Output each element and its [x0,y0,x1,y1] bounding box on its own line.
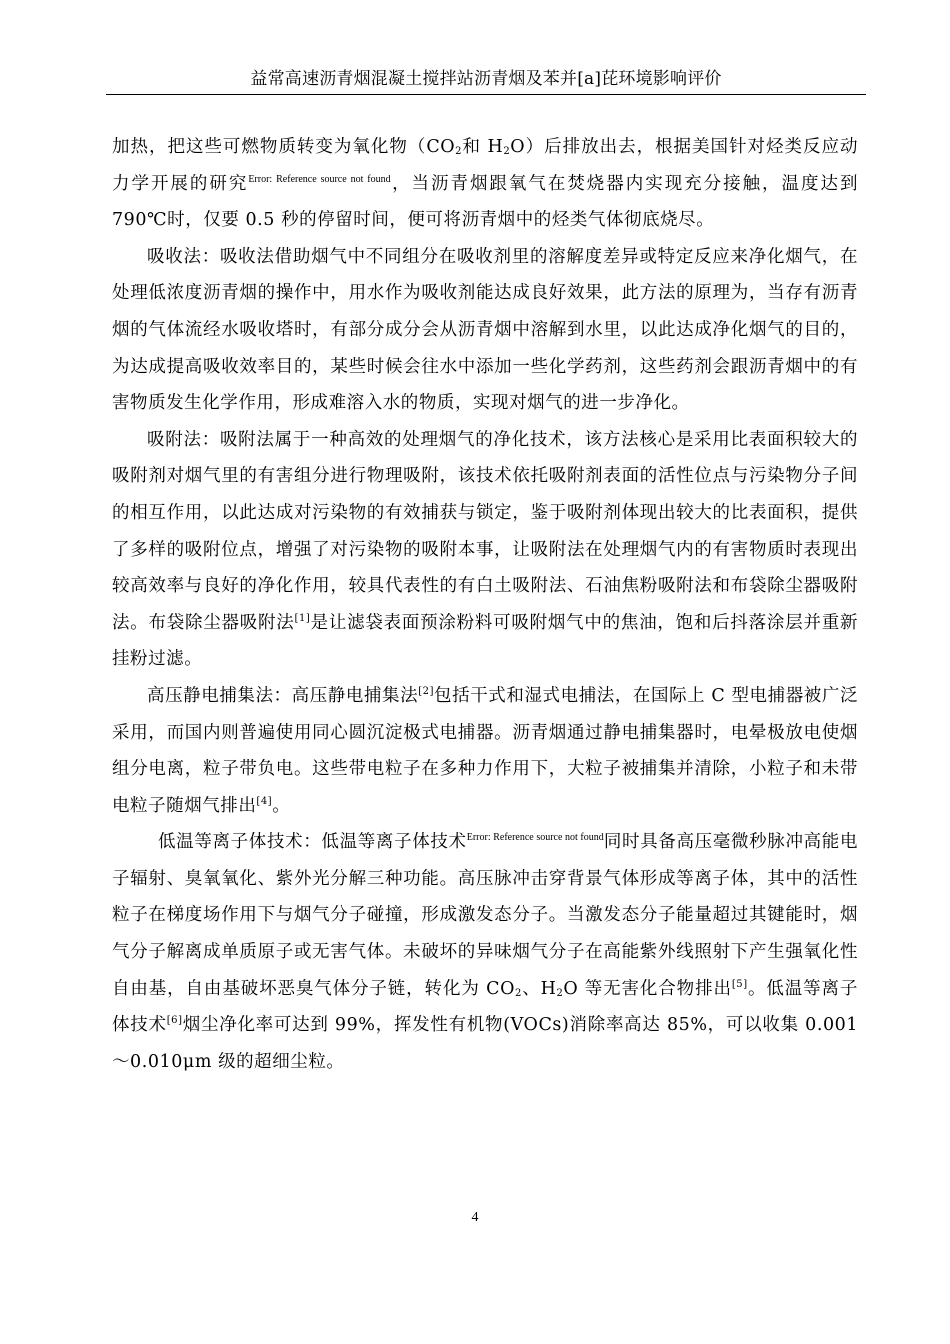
paragraph-combustion-continued: 加热，把这些可燃物质转变为氧化物（$CO_2$和 $H_2O$）后排放出去，根据美国针对烃类反应动力学开展的研究$^{Error: Reference source not found}$，当沥青烟跟氧气在焚烧器内实现充分接触，温度达到 790℃时，仅要 0.5 秒的停留时间，便可将沥青烟中的烃类气体彻底烧尽。 [112,137,859,231]
citation: [5] [731,978,748,990]
citation: [1] [294,612,311,624]
citation: [4] [256,795,273,807]
citation: [2] [418,685,435,697]
paragraph-adsorption: 吸附法：吸附法属于一种高效的处理烟气的净化技术，该方法核心是采用比表面积较大的吸附剂对烟气里的有害组分进行物理吸附，该技术依托吸附剂表面的活性位点与污染物分子间的相互作用，以此达成对污染物的有效捕获与锁定，鉴于吸附剂体现出较大的比表面积，提供了多样的吸附位点，增强了对污染物的吸附本事，让吸附法在处理烟气内的有害物质时表现出较高效率与良好的净化作用，较具代表性的有白土吸附法、石油焦粉吸附法和布袋除尘器吸附法。布袋除尘器吸附法[1]是让滤袋表面预涂粉料可吸附烟气中的焦油，饱和后抖落涂层并重新挂粉过滤。 [112,429,859,670]
header-title: 益常高速沥青烟混凝土搅拌站沥青烟及苯并[a]芘环境影响评价 [250,69,722,89]
paragraph-absorption: 吸收法：吸收法借助烟气中不同组分在吸收剂里的溶解度差异或特定反应来净化烟气，在处理低浓度沥青烟的操作中，用水作为吸收剂能达成良好效果，此方法的原理为，当存有沥青烟的气体流经水吸收塔时，有部分成分会从沥青烟中溶解到水里，以此达成净化烟气的目的，为达成提高吸收效率目的，某些时候会往水中添加一些化学药剂，这些药剂会跟沥青烟中的有害物质发生化学作用，形成难溶入水的物质，实现对烟气的进一步净化。 [112,246,858,414]
page-number: 4 [471,1210,479,1225]
reference-error: Error: Reference source not found [248,173,391,185]
reference-error: Error: Reference source not found [466,832,604,844]
running-header [106,66,866,95]
paragraph-electrostatic: 高压静电捕集法：高压静电捕集法[2]包括干式和湿式电捕法，在国际上 C 型电捕器被广泛采用，而国内则普遍使用同心圆沉淀极式电捕器。沥青烟通过静电捕集器时，电晕极放电使烟组分电离，粒子带负电。这些带电粒子在多种力作用下，大粒子被捕集并清除，小粒子和未带电粒子随烟气排出[4]。 [112,685,859,816]
paragraph-plasma: 低温等离子体技术：低温等离子体技术$^{Error: Reference source not found}$同时具备高压毫微秒脉冲高能电子辐射、臭氧氧化、紫外光分解三种功能。高压脉冲击穿背景气体形成等离子体，其中的活性粒子在梯度场作用下与烟气分子碰撞，形成激发态分子。当激发态分子能量超过其键能时，烟气分子解离成单质原子或无害气体。未破坏的异味烟气分子在高能紫外线照射下产生强氧化性自由基，自由基破坏恶臭气体分子链，转化为 $CO_2$、$H_2O$ 等无害化合物排出[5]。低温等离子体技术[6]烟尘净化率可达到 99%，挥发性有机物(VOCs)消除率高达 85%，可以收集 0.001～0.010μm 级的超细尘粒。 [112,832,859,1072]
document-body [112,129,858,1080]
citation: [6] [166,1015,183,1027]
